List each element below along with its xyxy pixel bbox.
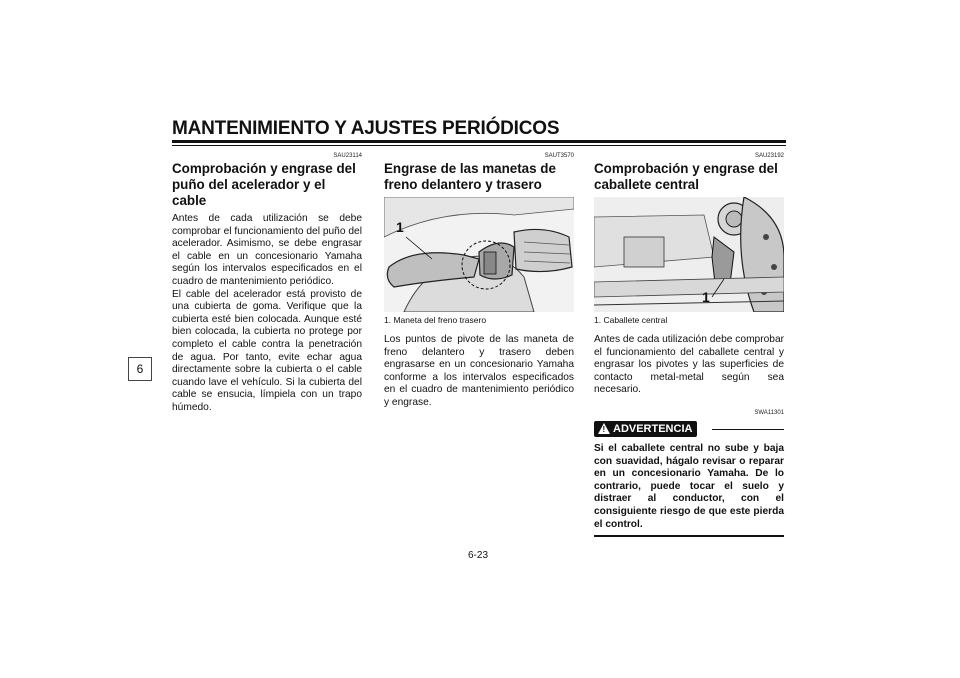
warning-label: ADVERTENCIA	[613, 422, 693, 435]
brake-lever-illustration	[384, 197, 574, 312]
header-rule	[172, 140, 786, 143]
warning-badge	[594, 421, 697, 437]
section-throttle	[172, 152, 362, 415]
section-center-stand	[594, 152, 784, 537]
header-rule-thin	[172, 145, 786, 146]
section-body: Antes de cada utilización se debe comprobar el funcionamiento del puño del acelerador. Asimismo, se debe engrasar el cable en un concesionario Yamaha según los intervalos especificados en el cuadro de mantenimiento periódico. El cable del acelerador está provisto de una cubierta de goma. Verifique que la cubierta esté bien colocada. Aunque esté bien colocada, la cubierta no protege por completo el cable contra la penetración de agua. Por tanto, evite echar agua directamente sobre la cubierta o el cable cuando lave el vehículo. Si la cubierta del cable se ensucia, límpiela con un trapo húmedo.	[172, 213, 362, 413]
exclamation-icon: !	[602, 424, 606, 434]
callout-number: 1	[702, 289, 710, 305]
center-stand-illustration	[594, 197, 784, 312]
chapter-tab: 6	[128, 357, 152, 381]
section-heading: Comprobación y engrase del puño del acelerador y el cable	[172, 161, 356, 208]
warning-rule	[712, 429, 784, 430]
section-code: SAU23192	[754, 153, 784, 159]
page-header	[172, 118, 786, 140]
warning-header	[594, 421, 784, 439]
warning-text: Si el caballete central no sube y baja con suavidad, hágalo revisar o reparar en un concesionario Yamaha. De lo contrario, puede tocar el suelo y distraer al conductor, con el consiguiente riesgo de que este pierda el control.	[594, 443, 784, 537]
brake-lever-figure	[384, 197, 574, 312]
figure-caption: 1. Caballete central	[594, 315, 668, 325]
section-heading: Engrase de las manetas de freno delantero y trasero	[384, 161, 556, 192]
center-stand-figure	[594, 197, 784, 312]
section-body: Antes de cada utilización debe comprobar el funcionamiento del caballete central y engrasar los pivotes y las superficies de contacto metal-metal según sea necesario.	[594, 334, 784, 396]
warning-code: SWA11301	[754, 409, 784, 416]
figure-caption: 1. Maneta del freno trasero	[384, 315, 487, 325]
page-title: MANTENIMIENTO Y AJUSTES PERIÓDICOS	[172, 118, 560, 139]
section-code: SAUT3570	[544, 153, 574, 159]
section-code: SAU23114	[333, 153, 362, 159]
section-body: Los puntos de pivote de las maneta de freno delantero y trasero deben engrasarse en un concesionario Yamaha conforme a los intervalos especificados en el cuadro de mantenimiento periódico y engrase.	[384, 334, 574, 408]
page-number: 6-23	[468, 550, 489, 561]
section-brake-levers	[384, 152, 574, 410]
section-heading: Comprobación y engrase del caballete central	[594, 161, 778, 192]
callout-number: 1	[396, 219, 404, 235]
